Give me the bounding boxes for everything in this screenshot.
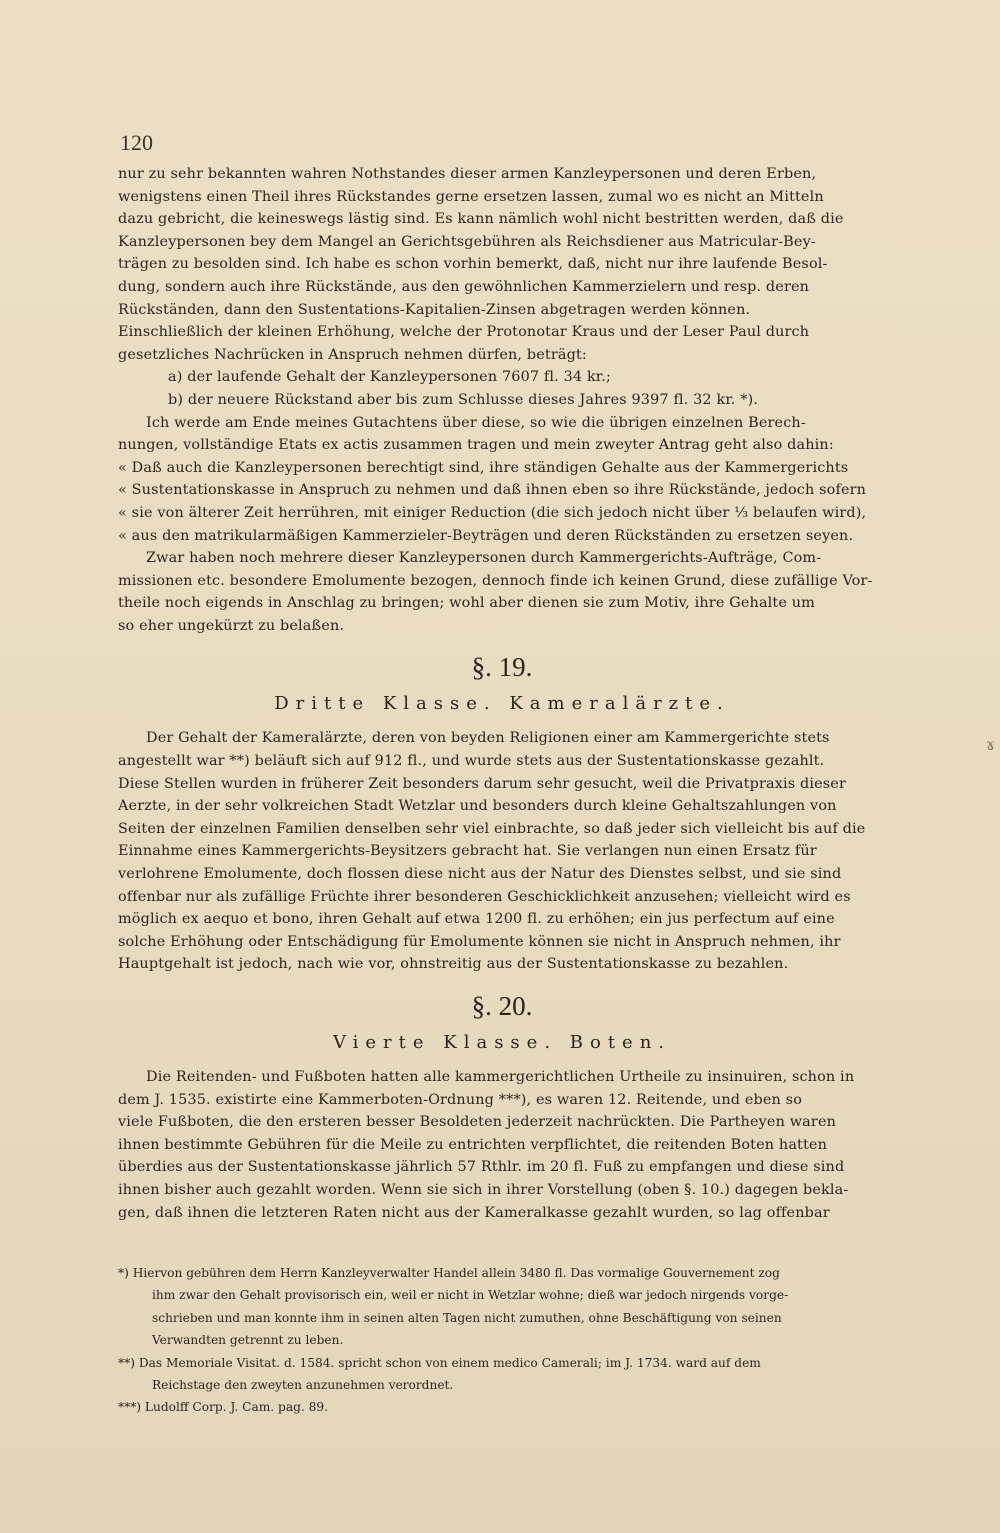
- list-item: a) der laufende Gehalt der Kanzleypersonen 7607 fl. 34 kr.;: [168, 369, 611, 386]
- text-line: Aerzte, in der sehr volkreichen Stadt Wetzlar und besonders durch kleine Gehaltszahlungen von: [118, 798, 837, 815]
- text-line: dem J. 1535. existirte eine Kammerboten-Ordnung ***), es waren 12. Reitende, und eben so: [118, 1091, 803, 1108]
- text-line: gesetzliches Nachrücken in Anspruch nehmen dürfen, beträgt:: [118, 346, 587, 363]
- text-line: Diese Stellen wurden in früherer Zeit besonders darum sehr gesucht, weil die Privatpraxis dieser: [118, 775, 846, 792]
- text-line: Hauptgehalt ist jedoch, nach wie vor, ohnstreitig aus der Sustentationskasse zu bezahlen.: [118, 956, 789, 973]
- text-line: Seiten der einzelnen Familien denselben sehr viel einbrachte, so daß jeder sich vielleicht bis auf die: [118, 820, 866, 837]
- paragraph-5: [118, 727, 886, 976]
- text-line: Rückständen, dann den Sustentations-Kapitalien-Zinsen abgetragen werden können.: [118, 301, 751, 318]
- footnote-line: Reichstage den zweyten anzunehmen verordnet.: [152, 1378, 454, 1393]
- text-line: trägen zu besolden sind. Ich habe es schon vorhin bemerkt, daß, nicht nur ihre laufende Besol-: [118, 256, 828, 273]
- footnote-line: **) Das Memoriale Visitat. d. 1584. spricht schon von einem medico Camerali; im J. 1734. ward auf dem: [118, 1355, 761, 1370]
- text-line: nungen, vollständige Etats ex actis zusammen tragen und mein zweyter Antrag geht also dahin:: [118, 437, 834, 454]
- text-line: dazu gebricht, die keineswegs lästig sind. Es kann nämlich wohl nicht bestritten werden, daß die: [118, 211, 844, 228]
- text-line: theile noch eigends in Anschlag zu bringen; wohl aber dienen sie zum Motiv, ihre Gehalte um: [118, 595, 815, 612]
- footnote-line: ihm zwar den Gehalt provisorisch ein, weil er nicht in Wetzlar wohne; dieß war jedoch nirgends vorge-: [152, 1288, 789, 1303]
- text-line: Ich werde am Ende meines Gutachtens über diese, so wie die übrigen einzelnen Berech-: [146, 414, 806, 431]
- text-line: « Daß auch die Kanzleypersonen berechtigt sind, ihre ständigen Gehalte aus der Kammergerichts: [118, 459, 849, 476]
- text-line: viele Fußboten, die den ersteren besser Besoldeten jederzeit nachrückten. Die Partheyen waren: [118, 1114, 837, 1131]
- text-line: angestellt war **) beläuft sich auf 912 fl., und wurde stets aus der Sustentationskasse gezahlt.: [118, 753, 825, 770]
- text-line: möglich ex aequo et bono, ihren Gehalt auf etwa 1200 fl. zu erhöhen; ein jus perfectum auf eine: [118, 911, 835, 928]
- text-line: überdies aus der Sustentationskasse jährlich 57 Rthlr. im 20 fl. Fuß zu empfangen und diese sind: [118, 1159, 845, 1176]
- text-line: « sie von älterer Zeit herrühren, mit einiger Reduction (die sich jedoch nicht über ⅓ belaufen wird),: [118, 504, 867, 521]
- text-line: Zwar haben noch mehrere dieser Kanzleypersonen durch Kammergerichts-Aufträge, Com-: [146, 550, 822, 567]
- text-line: missionen etc. besondere Emolumente bezogen, dennoch finde ich keinen Grund, diese zufällige Vor-: [118, 572, 873, 589]
- footnote-line: ***) Ludolff Corp. J. Cam. pag. 89.: [118, 1400, 329, 1415]
- text-line: verlohrene Emolumente, doch flossen diese nicht aus der Natur des Dienstes selbst, und sie sind: [118, 866, 842, 883]
- paragraph-1: [118, 163, 886, 321]
- section-19-title: Dritte Klasse. Kameralärzte.: [274, 693, 730, 715]
- text-line: « Sustentationskasse in Anspruch zu nehmen und daß ihnen eben so ihre Rückstände, jedoch sofern: [118, 482, 867, 499]
- paragraph-2: [118, 321, 886, 366]
- section-19-number: §. 19.: [471, 652, 533, 683]
- text-line: nur zu sehr bekannten wahren Nothstandes dieser armen Kanzleypersonen und deren Erben,: [118, 166, 817, 182]
- paragraph-4: [118, 547, 886, 637]
- list-item: b) der neuere Rückstand aber bis zum Schlusse dieses Jahres 9397 fl. 32 kr. *).: [168, 391, 759, 408]
- page-number: 120: [120, 130, 153, 155]
- paragraph-3: [118, 412, 886, 548]
- text-line: Der Gehalt der Kameralärzte, deren von beyden Religionen einer am Kammergerichte stets: [146, 730, 830, 747]
- text-line: Die Reitenden- und Fußboten hatten alle kammergerichtlichen Urtheile zu insinuiren, schon in: [146, 1069, 855, 1085]
- footnote-line: *) Hiervon gebühren dem Herrn Kanzleyverwalter Handel allein 3480 fl. Das vormalige Gouvernement zog: [118, 1266, 780, 1280]
- text-line: Einnahme eines Kammergerichts-Beysitzers gebracht hat. Sie verlangen nun einen Ersatz für: [118, 843, 817, 860]
- text-line: wenigstens einen Theil ihres Rückstandes gerne ersetzen lassen, zumal wo es nicht an Mitteln: [118, 188, 824, 205]
- text-line: so eher ungekürzt zu belaßen.: [118, 617, 345, 634]
- amount-list: [118, 366, 886, 411]
- body-text: [118, 163, 886, 1224]
- text-line: ihnen bisher auch gezahlt worden. Wenn sie sich in ihrer Vorstellung (oben §. 10.) dagegen bekla-: [118, 1181, 849, 1198]
- section-20-title: Vierte Klasse. Boten.: [332, 1032, 672, 1053]
- footnote-line: Verwandten getrennt zu leben.: [152, 1333, 344, 1348]
- text-line: gen, daß ihnen die letzteren Raten nicht aus der Kameralkasse gezahlt wurden, so lag offenbar: [118, 1204, 830, 1221]
- text-line: « aus den matrikularmäßigen Kammerzieler-Beyträgen und deren Rückständen zu ersetzen seyen.: [118, 527, 854, 544]
- text-line: ihnen bestimmte Gebühren für die Meile zu entrichten verpflichtet, die reitenden Boten hatten: [118, 1136, 828, 1153]
- text-line: solche Erhöhung oder Entschädigung für Emolumente können sie nicht in Anspruch nehmen, ihr: [118, 933, 841, 950]
- footnotes: [118, 1262, 886, 1419]
- footnote-line: schrieben und man konnte ihm in seinen alten Tagen nicht zumuthen, ohne Beschäftigung von seinen: [152, 1310, 782, 1325]
- margin-mark: ɤ: [986, 735, 996, 754]
- text-line: Einschließlich der kleinen Erhöhung, welche der Protonotar Kraus und der Leser Paul durch: [118, 324, 810, 341]
- text-line: offenbar nur als zufällige Früchte ihrer besonderen Geschicklichkeit anzusehen; vielleicht wird es: [118, 888, 851, 905]
- text-line: dung, sondern auch ihre Rückstände, aus den gewöhnlichen Kammerzielern und resp. deren: [118, 278, 810, 295]
- paragraph-6: [118, 1066, 886, 1224]
- section-20-number: §. 20.: [471, 991, 533, 1021]
- text-line: Kanzleypersonen bey dem Mangel an Gerichtsgebühren als Reichsdiener aus Matricular-Bey-: [118, 233, 816, 250]
